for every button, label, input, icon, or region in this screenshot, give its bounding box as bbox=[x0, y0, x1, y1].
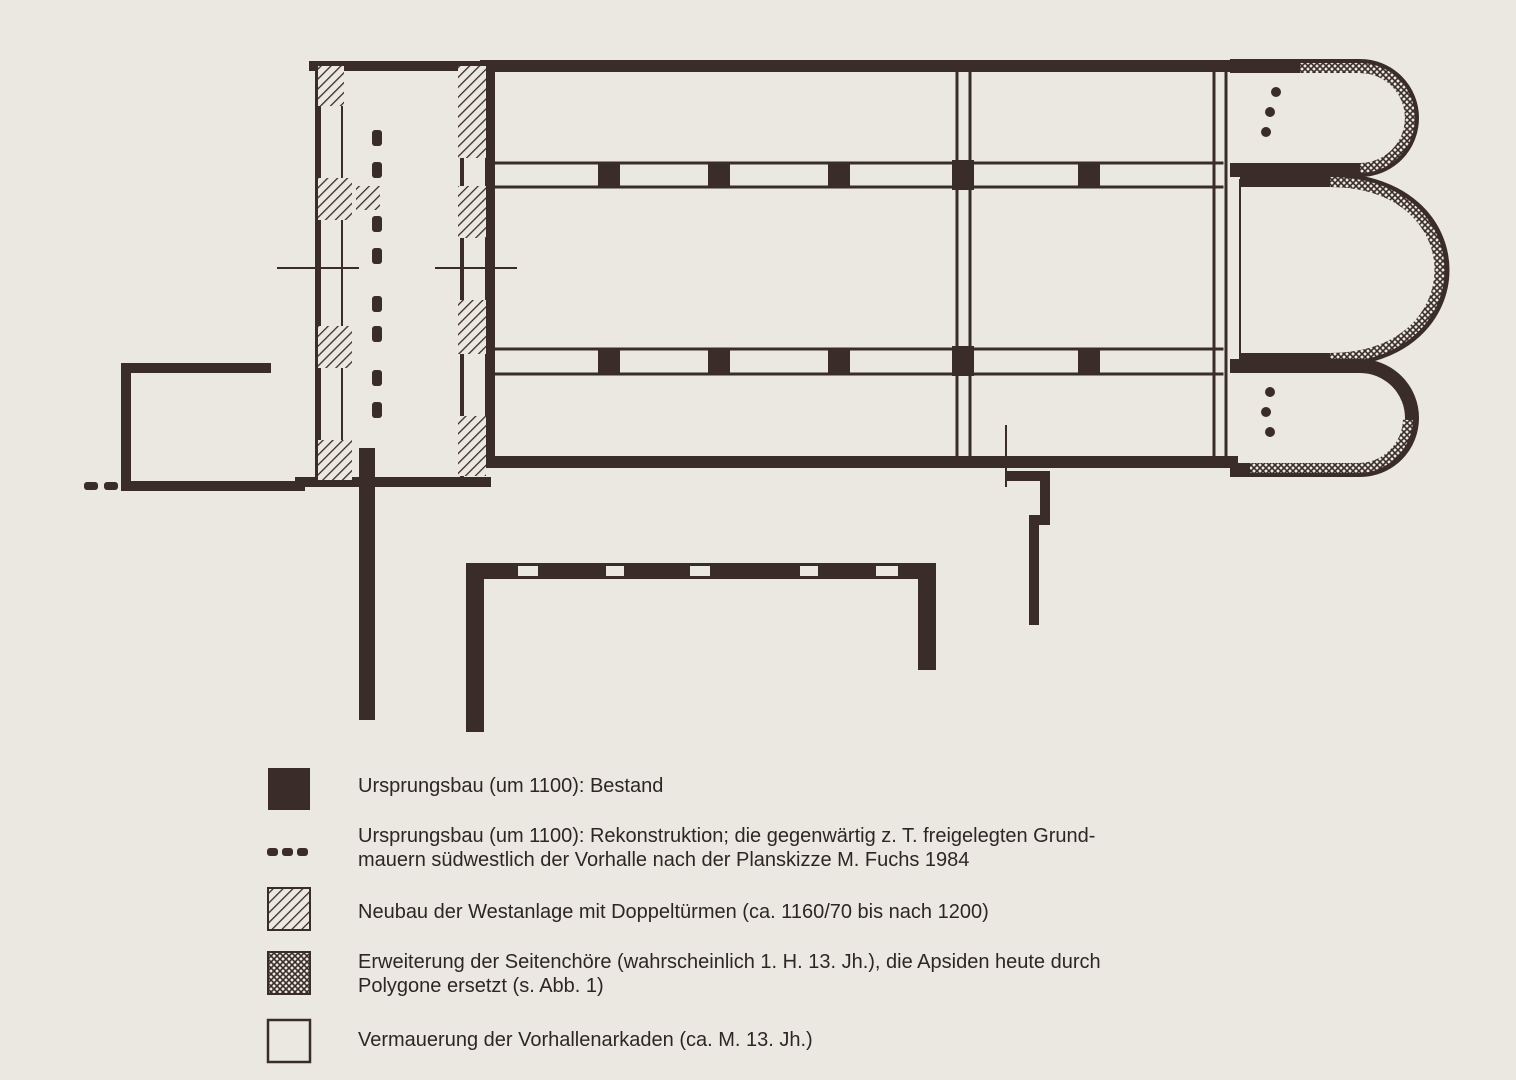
dashed-line-icon bbox=[265, 824, 315, 870]
north-apse-hatch bbox=[1300, 68, 1410, 168]
solid-fill-icon bbox=[265, 766, 315, 812]
south-apse-hatch bbox=[1250, 420, 1408, 468]
cross-hatch-icon bbox=[265, 950, 315, 996]
legend-text-seitenchoere: Erweiterung der Seitenchöre (wahrscheinlich 1. H. 13. Jh.), die Apsiden heute durch Polygone ersetzt (s. Abb. 1) bbox=[358, 951, 1101, 997]
diagonal-hatch-icon bbox=[265, 886, 315, 932]
open-box-icon bbox=[265, 1018, 315, 1064]
legend-text-westanlage: Neubau der Westanlage mit Doppeltürmen (ca. 1160/70 bis nach 1200) bbox=[358, 901, 989, 923]
reconstruction-dots bbox=[84, 87, 1281, 490]
south-foundation bbox=[466, 563, 936, 732]
ink-walls bbox=[126, 66, 1240, 712]
north-apse bbox=[1230, 66, 1412, 170]
legend-text-vermauerung: Vermauerung der Vorhallenarkaden (ca. M. 13. Jh.) bbox=[358, 1029, 813, 1051]
annex-outline bbox=[126, 368, 300, 486]
legend-text-rekonstruktion: Ursprungsbau (um 1100): Rekonstruktion; die gegenwärtig z. T. freigelegten Grund- mauern südwestlich der Vorhalle nach der Planskizze M. Fuchs 1984 bbox=[358, 825, 1096, 871]
return-wall bbox=[1010, 476, 1045, 620]
pillars bbox=[598, 160, 1100, 376]
legend-text-bestand: Ursprungsbau (um 1100): Bestand bbox=[358, 775, 664, 797]
